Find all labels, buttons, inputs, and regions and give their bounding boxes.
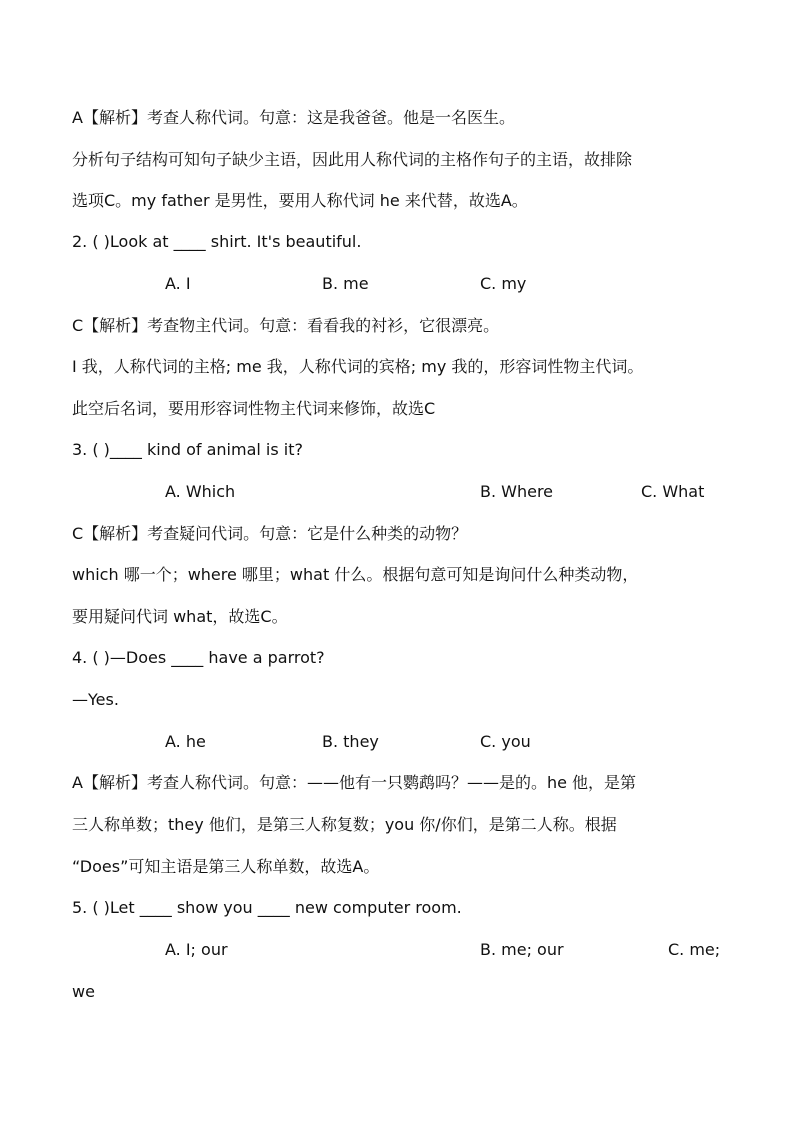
q4-option-a: A. he	[165, 732, 206, 751]
q3-stem: 3. ( )____ kind of animal is it?	[72, 440, 303, 459]
q5-option-c-continued: we	[72, 982, 95, 1001]
q3-answer-analysis: C【解析】考查疑问代词。句意：它是什么种类的动物？	[72, 524, 468, 543]
q2-explanation-line1: I 我，人称代词的主格; me 我，人称代词的宾格; my 我的，形容词性物主代词。	[72, 357, 644, 376]
q4-option-c: C. you	[480, 732, 531, 751]
q3-explanation-line2: 要用疑问代词 what，故选C。	[72, 607, 288, 626]
q2-answer-analysis: C【解析】考查物主代词。句意：看看我的衬衫，它很漂亮。	[72, 316, 500, 335]
q5-option-c: C. me;	[668, 940, 721, 959]
q5-option-b: B. me; our	[480, 940, 564, 959]
q2-option-b: B. me	[322, 274, 369, 293]
q3-option-b: B. Where	[480, 482, 554, 501]
q4-reply: —Yes.	[72, 690, 119, 709]
q4-explanation-line2: “Does”可知主语是第三人称单数，故选A。	[72, 857, 380, 876]
q4-answer-analysis: A【解析】考查人称代词。句意：——他有一只鹦鹉吗？——是的。he 他，是第	[72, 773, 637, 792]
q1-answer-analysis: A【解析】考查人称代词。句意：这是我爸爸。他是一名医生。	[72, 108, 515, 127]
q5-stem: 5. ( )Let ____ show you ____ new computer room.	[72, 898, 462, 917]
q1-explanation-line2: 选项C。my father 是男性，要用人称代词 he 来代替，故选A。	[72, 191, 528, 210]
q4-option-b: B. they	[322, 732, 379, 751]
q5-option-a: A. I; our	[165, 940, 228, 959]
q3-option-a: A. Which	[165, 482, 236, 501]
q1-explanation-line1: 分析句子结构可知句子缺少主语，因此用人称代词的主格作句子的主语，故排除	[72, 150, 633, 169]
q3-explanation-line1: which 哪一个；where 哪里；what 什么。根据句意可知是询问什么种类动物，	[72, 565, 639, 584]
q4-stem: 4. ( )—Does ____ have a parrot?	[72, 648, 325, 667]
q2-explanation-line2: 此空后名词，要用形容词性物主代词来修饰，故选C	[72, 399, 436, 418]
q2-stem: 2. ( )Look at ____ shirt. It's beautiful.	[72, 232, 362, 251]
q2-option-c: C. my	[480, 274, 527, 293]
q4-explanation-line1: 三人称单数；they 他们，是第三人称复数；you 你/你们，是第二人称。根据	[72, 815, 617, 834]
q2-option-a: A. I	[165, 274, 191, 293]
q3-option-c: C. What	[641, 482, 705, 501]
